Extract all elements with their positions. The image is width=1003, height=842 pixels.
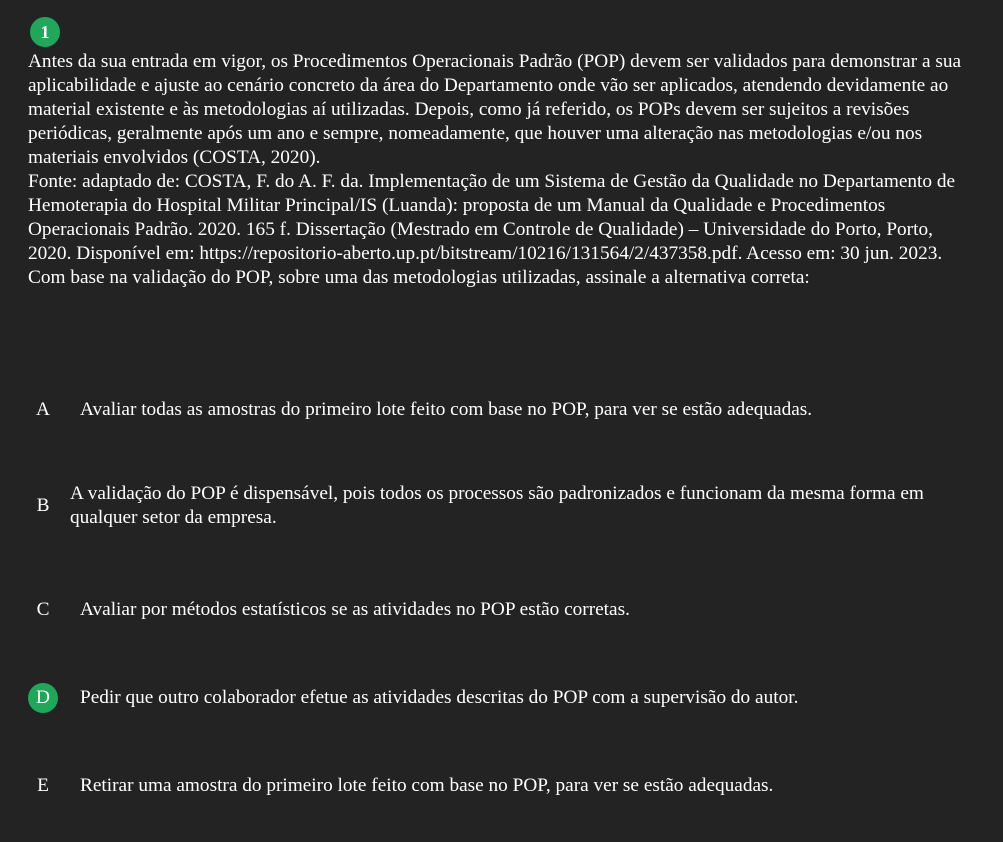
option-b[interactable] — [28, 482, 973, 530]
option-a-letter: A — [36, 399, 50, 420]
question-paragraph-context: Antes da sua entrada em vigor, os Procedimentos Operacionais Padrão (POP) devem ser validados para demonstrar a sua aplicabilidade e ajuste ao cenário concreto da área do Departamento onde vão ser aplicados, atendendo devidamente ao material existente e às metodologias aí utilizadas. Depois, como já referido, os POPs devem ser sujeitos a revisões periódicas, geralmente após um ano e sempre, nomeadamente, que houver uma alteração nas metodologias e/ou nos materiais envolvidos (COSTA, 2020). — [28, 51, 962, 168]
question-paragraph-source: Fonte: adaptado de: COSTA, F. do A. F. da. Implementação de um Sistema de Gestão da Qualidade no Departamento de Hemoterapia do Hospital Militar Principal/IS (Luanda): proposta de um Manual da Qualidade e Procedimentos Operacionais Padrão. 2020. 165 f. Dissertação (Mestrado em Controle de Qualidade) – Universidade do Porto, Porto, 2020. Disponível em: https://repositorio-aberto.up.pt/bitstream/10216/131564/2/437358.pdf. Acesso em: 30 jun. 2023. — [28, 171, 956, 264]
option-c[interactable] — [28, 595, 973, 625]
option-d[interactable] — [28, 683, 973, 713]
option-d-letter-selected: D — [28, 683, 58, 713]
option-c-letter: C — [36, 599, 50, 620]
option-e[interactable] — [28, 771, 973, 801]
question-paragraph-prompt: Com base na validação do POP, sobre uma das metodologias utilizadas, assinale a alternativa correta: — [28, 267, 810, 288]
option-e-text: Retirar uma amostra do primeiro lote feito com base no POP, para ver se estão adequadas. — [80, 775, 774, 796]
question-number-badge: 1 — [30, 17, 60, 47]
option-d-text: Pedir que outro colaborador efetue as atividades descritas do POP com a supervisão do autor. — [80, 687, 799, 708]
option-c-text: Avaliar por métodos estatísticos se as atividades no POP estão corretas. — [80, 599, 630, 620]
option-b-letter: B — [36, 495, 50, 516]
option-e-letter: E — [37, 775, 49, 796]
option-a-text: Avaliar todas as amostras do primeiro lote feito com base no POP, para ver se estão adequadas. — [80, 399, 813, 420]
question-statement — [28, 50, 973, 290]
option-b-text: A validação do POP é dispensável, pois todos os processos são padronizados e funcionam da mesma forma em qualquer setor da empresa. — [70, 483, 924, 528]
option-a[interactable] — [28, 395, 973, 425]
